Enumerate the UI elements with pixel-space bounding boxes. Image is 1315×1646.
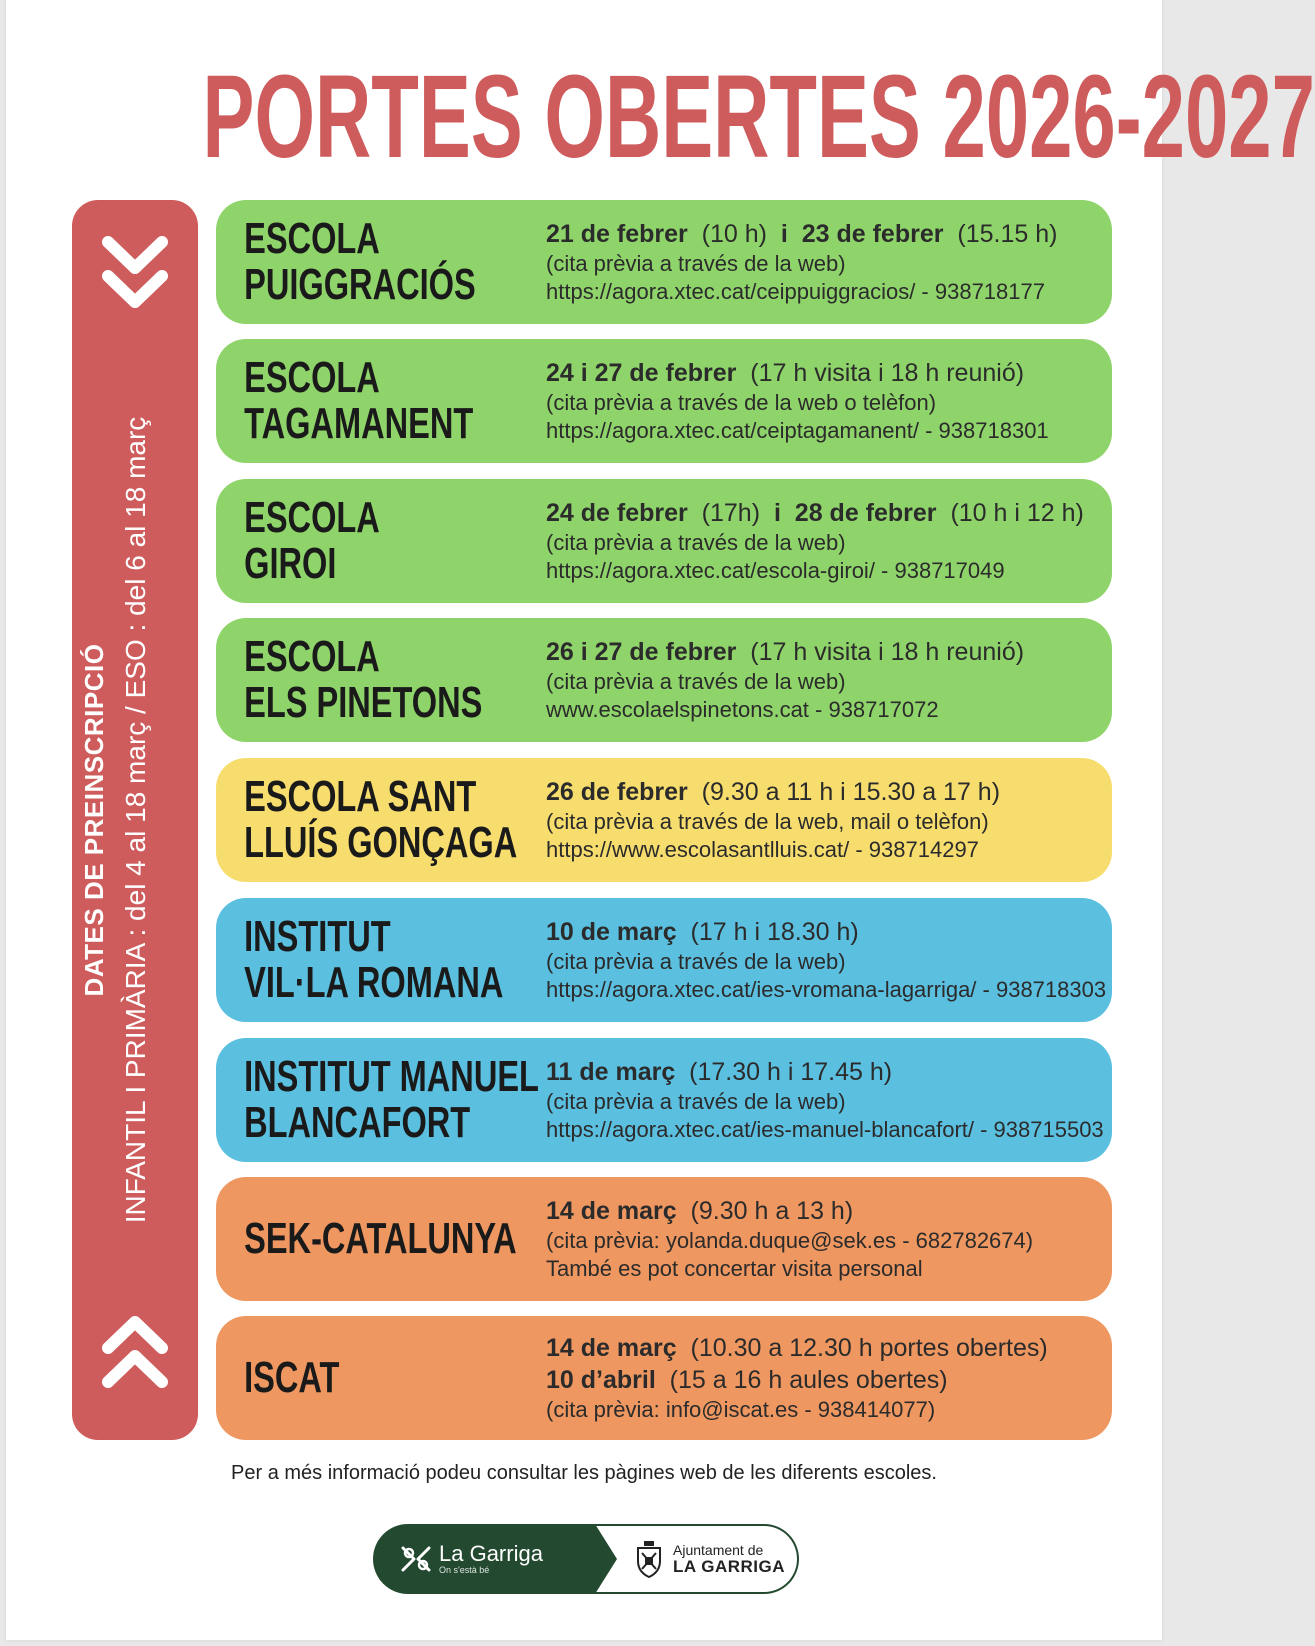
contact-line: https://agora.xtec.cat/ies-manuel-blancafort/ - 938715503 <box>546 1117 1104 1142</box>
appointment-note: (cita prèvia: yolanda.duque@sek.es - 682782674) <box>546 1228 1034 1253</box>
date-secondary: 23 de febrer <box>801 220 944 248</box>
school-name <box>216 772 518 867</box>
time-secondary: (15 a 16 h aules obertes) <box>669 1366 948 1394</box>
date-primary: 21 de febrer <box>546 220 688 248</box>
ajuntament-line1: Ajuntament de <box>673 1541 764 1558</box>
poster <box>6 0 1315 1640</box>
time-secondary: (10 h i 12 h) <box>950 499 1084 527</box>
la-garriga-logo <box>373 1524 595 1594</box>
school-info <box>518 497 1084 585</box>
preinscription-dates <box>72 270 198 1370</box>
school-name-line1: INSTITUT MANUEL <box>244 1052 539 1101</box>
school-name-line1: ESCOLA <box>244 353 380 402</box>
school-name-line1: ESCOLA <box>244 214 380 263</box>
school-name <box>216 1355 439 1401</box>
school-row-tagamanent <box>216 339 1112 463</box>
school-row-manuel-blancafort <box>216 1038 1112 1162</box>
date-secondary: 10 d’abril <box>546 1366 656 1394</box>
time-primary: (17 h i 18.30 h) <box>690 918 859 946</box>
school-info <box>518 1056 1104 1144</box>
ajuntament-line2: LA GARRIGA <box>673 1556 786 1576</box>
time-primary: (17h) <box>701 499 761 527</box>
time-primary: (17.30 h i 17.45 h) <box>689 1058 893 1086</box>
school-name-line1: SEK-CATALUNYA <box>244 1214 517 1263</box>
school-name <box>216 1214 517 1263</box>
school-row-pinetons <box>216 618 1112 742</box>
school-name <box>216 912 504 1007</box>
appointment-note: (cita prèvia a través de la web) <box>546 251 846 276</box>
school-name <box>216 1052 539 1147</box>
school-info <box>518 916 1106 1004</box>
school-row-puiggracios <box>216 200 1112 324</box>
school-row-villa-romana <box>216 898 1112 1022</box>
appointment-note: (cita prèvia a través de la web, mail o telèfon) <box>546 809 989 834</box>
double-chevron-up-icon <box>102 1312 168 1388</box>
contact-line: https://agora.xtec.cat/ceiptagamanent/ - 938718301 <box>546 418 1049 443</box>
preinscription-heading: DATES DE PREINSCRIPCIÓ <box>79 643 109 997</box>
school-name-line2: BLANCAFORT <box>244 1098 471 1147</box>
time-secondary: (15.15 h) <box>957 220 1058 248</box>
time-primary: (10.30 a 12.30 h portes obertes) <box>690 1334 1048 1362</box>
coat-of-arms-icon <box>631 1539 667 1579</box>
school-name-line2: ELS PINETONS <box>244 678 483 727</box>
date-separator: i <box>780 220 788 248</box>
school-row-sek-catalunya <box>216 1177 1112 1301</box>
date-primary: 26 de febrer <box>546 778 688 806</box>
date-secondary: 28 de febrer <box>794 499 937 527</box>
school-info <box>518 1195 1033 1283</box>
preinscription-sidebar <box>72 200 198 1440</box>
date-primary: 24 de febrer <box>546 499 688 527</box>
school-row-sant-lluis <box>216 758 1112 882</box>
school-name <box>216 495 439 587</box>
school-row-giroi <box>216 479 1112 603</box>
contact-line: https://www.escolasantlluis.cat/ - 938714297 <box>546 837 979 862</box>
contact-line: https://agora.xtec.cat/escola-giroi/ - 938717049 <box>546 558 1005 583</box>
appointment-note: (cita prèvia a través de la web) <box>546 949 846 974</box>
school-name <box>216 353 474 448</box>
time-primary: (17 h visita i 18 h reunió) <box>750 359 1025 387</box>
time-primary: (9.30 a 11 h i 15.30 a 17 h) <box>701 778 1001 806</box>
appointment-note: (cita prèvia a través de la web) <box>546 669 846 694</box>
school-name <box>216 214 476 309</box>
school-name <box>216 632 483 727</box>
la-garriga-emblem-icon <box>399 1544 433 1574</box>
school-name-line2: TAGAMANENT <box>244 399 474 448</box>
date-separator: i <box>773 499 781 527</box>
school-name-line1: ESCOLA SANT <box>244 772 477 821</box>
contact-line: www.escolaelspinetons.cat - 938717072 <box>546 697 939 722</box>
school-name-line1: ISCAT <box>244 1353 340 1402</box>
contact-line: https://agora.xtec.cat/ies-vromana-lagarriga/ - 938718303 <box>546 977 1107 1002</box>
school-name-line2: PUIGGRACIÓS <box>244 260 476 309</box>
preinscription-detail: INFANTIL I PRIMÀRIA : del 4 al 18 març / ESO : del 6 al 18 març <box>120 416 151 1224</box>
contact-line: També es pot concertar visita personal <box>546 1256 923 1281</box>
contact-line: https://agora.xtec.cat/ceippuiggracios/ - 938718177 <box>546 279 1045 304</box>
date-primary: 14 de març <box>546 1197 677 1225</box>
school-row-iscat <box>216 1316 1112 1440</box>
date-primary: 11 de març <box>546 1058 676 1086</box>
page-title: PORTES OBERTES 2026-2027 <box>202 51 1315 183</box>
date-primary: 26 i 27 de febrer <box>546 638 737 666</box>
school-info <box>518 218 1057 306</box>
date-primary: 10 de març <box>546 918 677 946</box>
school-info <box>518 636 1024 724</box>
contact-line: (cita prèvia: info@iscat.es - 938414077) <box>546 1397 936 1422</box>
time-primary: (9.30 h a 13 h) <box>690 1197 854 1225</box>
logos <box>373 1524 799 1594</box>
date-primary: 24 i 27 de febrer <box>546 359 737 387</box>
date-primary: 14 de març <box>546 1334 677 1362</box>
school-name-line1: ESCOLA <box>244 493 380 542</box>
time-primary: (10 h) <box>701 220 767 248</box>
footnote: Per a més informació podeu consultar les pàgines web de les diferents escoles. <box>231 1462 937 1484</box>
school-name-line2: LLUÍS GONÇAGA <box>244 818 518 867</box>
la-garriga-tagline: On s'està bé <box>439 1565 490 1575</box>
school-name-line1: INSTITUT <box>244 912 391 961</box>
appointment-note: (cita prèvia a través de la web) <box>546 530 846 555</box>
school-name-line2: GIROI <box>244 539 337 588</box>
school-info <box>518 357 1049 445</box>
appointment-note: (cita prèvia a través de la web o telèfon) <box>546 390 937 415</box>
time-primary: (17 h visita i 18 h reunió) <box>750 638 1025 666</box>
school-info <box>518 776 1000 864</box>
school-name-line1: ESCOLA <box>244 632 380 681</box>
school-name-line2: VIL·LA ROMANA <box>244 958 504 1007</box>
la-garriga-name: La Garriga <box>439 1541 543 1566</box>
school-info <box>518 1332 1048 1424</box>
appointment-note: (cita prèvia a través de la web) <box>546 1089 846 1114</box>
ajuntament-logo <box>595 1524 799 1594</box>
